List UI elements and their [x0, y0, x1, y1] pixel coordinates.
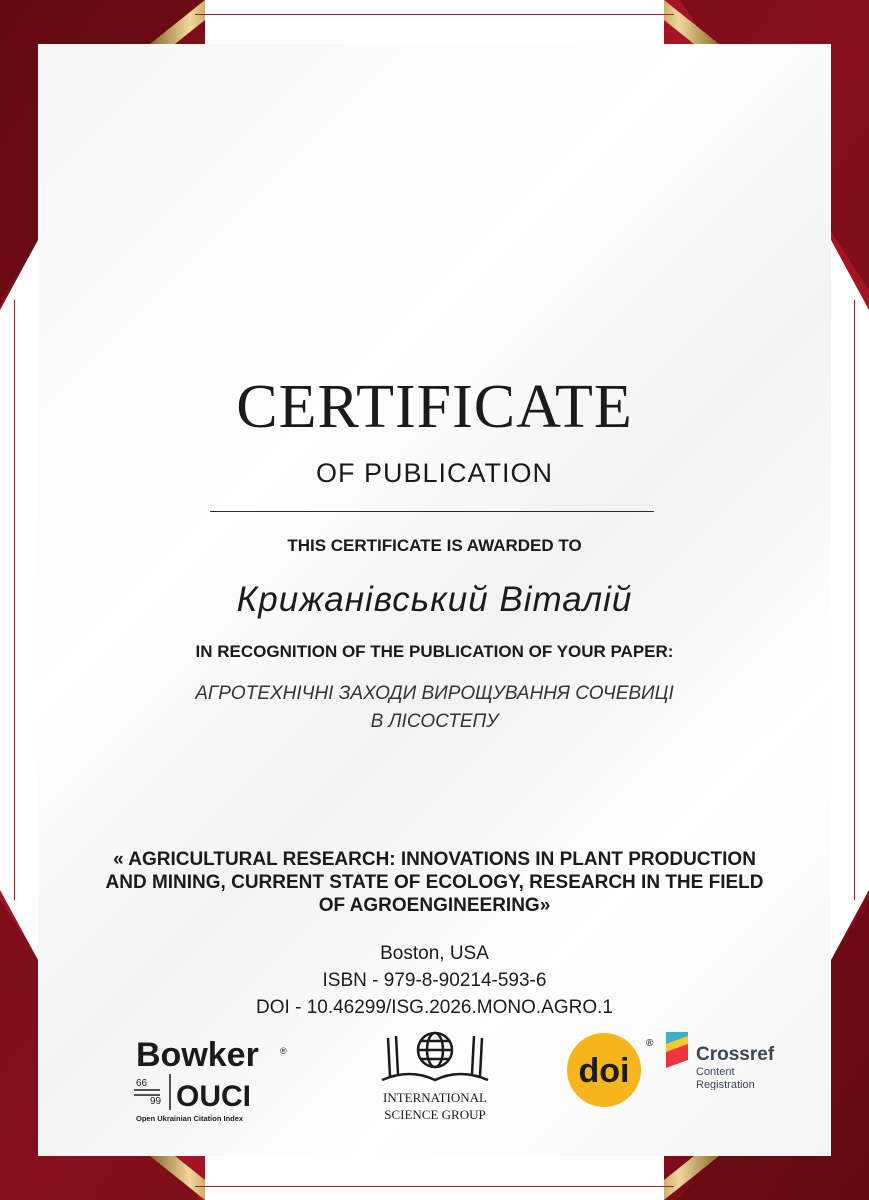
svg-text:®: ® — [646, 1038, 654, 1049]
accent-line-bottom — [195, 1186, 674, 1187]
publication-info — [0, 940, 869, 1021]
globe-book-icon — [382, 1033, 488, 1080]
crossref-logo — [664, 1030, 794, 1090]
doi-number: DOI - 10.46299/ISG.2026.MONO.AGRO.1 — [256, 997, 613, 1018]
monograph-title-line: « AGRICULTURAL RESEARCH: INNOVATIONS IN PLANT PRODUCTION — [113, 849, 756, 870]
ouci-quote-icon: 66 — [136, 1078, 148, 1089]
accent-line-top — [195, 14, 674, 15]
isg-line1: INTERNATIONAL — [383, 1090, 487, 1105]
doi-wordmark: doi — [578, 1052, 630, 1090]
crossref-icon — [666, 1032, 688, 1068]
monograph-title-line: AND MINING, CURRENT STATE OF ECOLOGY, RESEARCH IN THE FIELD — [105, 872, 764, 893]
international-science-group-logo — [360, 1028, 510, 1128]
svg-text:99: 99 — [150, 1096, 162, 1107]
bowker-ouci-logo — [132, 1032, 292, 1124]
ouci-caption: Open Ukrainian Citation Index — [136, 1114, 244, 1123]
publication-location: Boston, USA — [380, 943, 489, 964]
isg-line2: SCIENCE GROUP — [384, 1107, 486, 1122]
monograph-title-line: OF AGROENGINEERING» — [318, 895, 551, 916]
awarded-to-label: THIS CERTIFICATE IS AWARDED TO — [287, 536, 582, 555]
recipient-name: Крижанівський Віталій — [236, 580, 633, 619]
certificate-subtitle: OF PUBLICATION — [315, 458, 554, 488]
crossref-wordmark: Crossref — [696, 1044, 775, 1065]
ouci-wordmark: OUCI — [176, 1080, 251, 1113]
recognition-label: IN RECOGNITION OF THE PUBLICATION OF YOUR PAPER: — [195, 642, 674, 661]
certificate-title: CERTIFICATE — [236, 373, 633, 441]
monograph-title — [60, 848, 809, 917]
doi-logo — [566, 1030, 656, 1110]
paper-title-line: АГРОТЕХНІЧНІ ЗАХОДИ ВИРОЩУВАННЯ СОЧЕВИЦІ — [195, 683, 674, 704]
paper-title-line: В ЛІСОСТЕПУ — [370, 711, 499, 732]
crossref-line2: Registration — [696, 1079, 755, 1090]
bowker-wordmark: Bowker — [136, 1036, 259, 1074]
crossref-line1: Content — [696, 1066, 735, 1078]
paper-title — [0, 680, 869, 736]
isbn-number: ISBN - 979-8-90214-593-6 — [322, 970, 547, 991]
title-divider — [210, 511, 654, 512]
svg-text:®: ® — [280, 1046, 287, 1056]
